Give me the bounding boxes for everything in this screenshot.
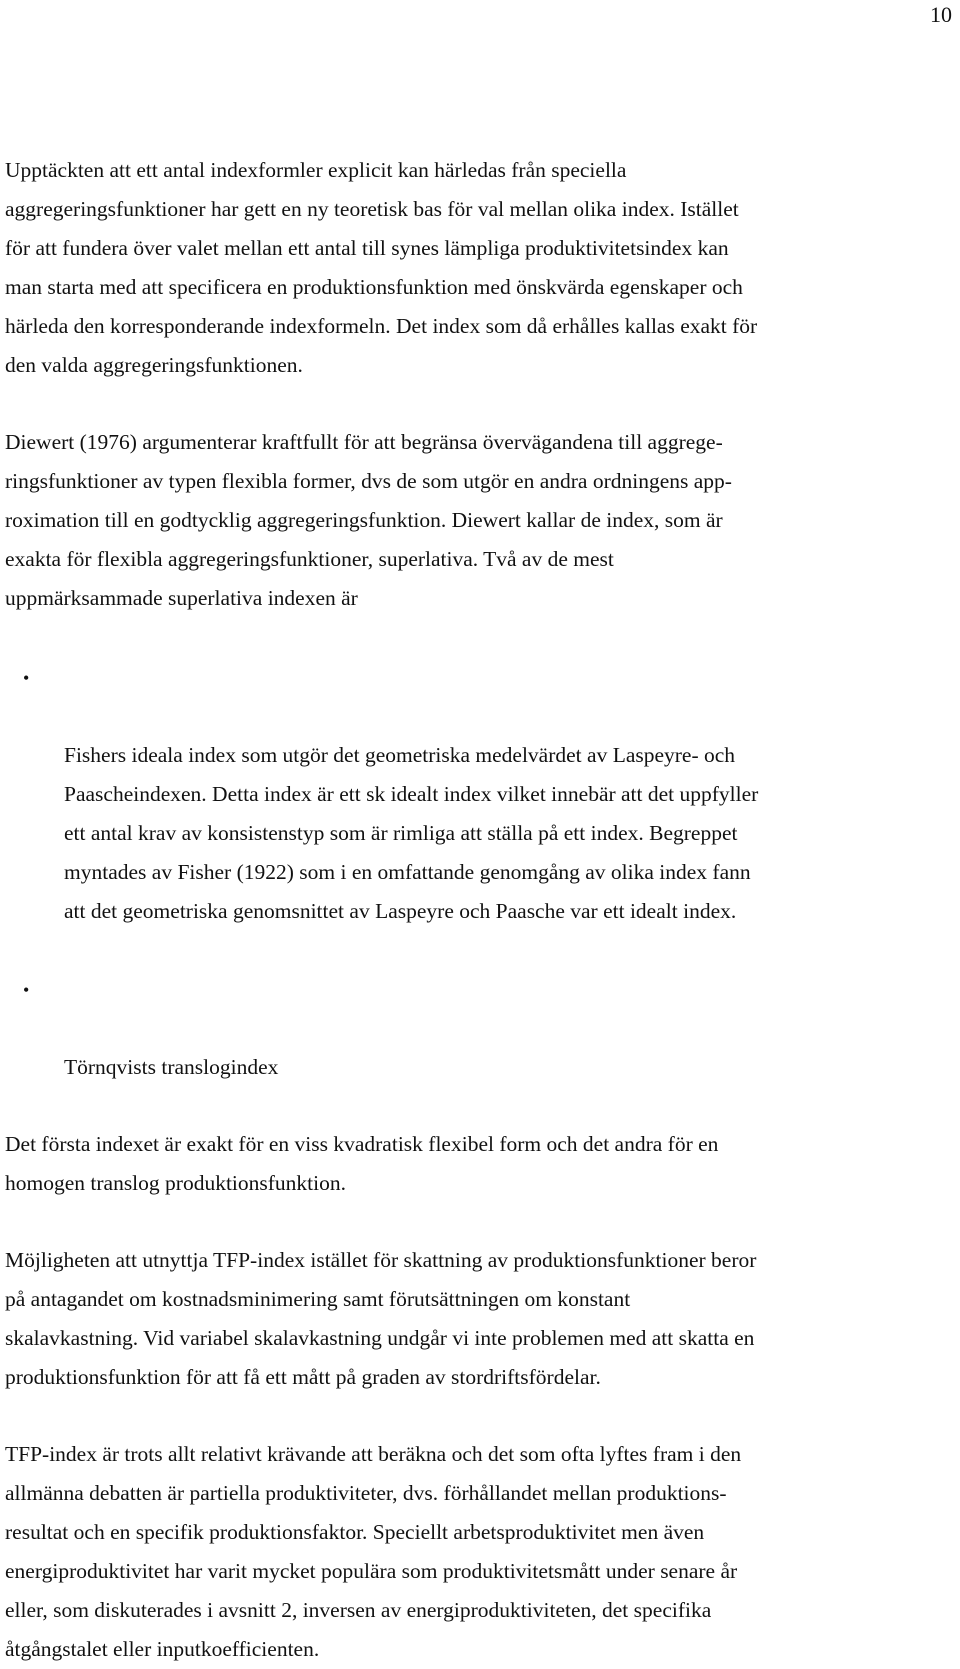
superlative-index-list: [5, 658, 953, 1087]
bullet-icon: •: [23, 668, 30, 688]
list-item-tornqvist-index-text: Törnqvists translogindex: [64, 1055, 279, 1079]
list-item-fisher-index-text: Fishers ideala index som utgör det geometriska medelvärdet av Laspeyre- och Paascheindexen. Detta index är ett sk idealt index vilket innebär att det uppfyller ett antal krav av konsistenstyp som är rimliga att ställa på ett index. Begreppet myntades av Fisher (1922) som i en omfattande genomgång av olika index fann att det geometriska genomsnittet av Laspeyre och Paasche var ett idealt index.: [64, 743, 759, 923]
page-number: 10: [930, 2, 952, 27]
paragraph-diewert: Diewert (1976) argumenterar kraftfullt för att begränsa övervägandena till aggrege- ringsfunktioner av typen flexibla former, dvs de som utgör en andra ordningens app- roximation till en godtycklig aggregeringsfunktion. Diewert kallar de index, som är exakta för flexibla aggregeringsfunktioner, superlativa. Två av de mest uppmärksammade superlativa indexen är: [5, 430, 732, 610]
paragraph-index-exactness: Det första indexet är exakt för en viss kvadratisk flexibel form och det andra för en homogen translog produktionsfunktion.: [5, 1132, 719, 1195]
paragraph-exact-indexes: Upptäckten att ett antal indexformler explicit kan härledas från speciella aggregeringsfunktioner har gett en ny teoretisk bas för val mellan olika index. Istället för att fundera över valet mellan ett antal till synes lämpliga produktivitetsindex kan man starta med att specificera en produktionsfunktion med önskvärda egenskaper och härleda den korresponderande indexformeln. Det index som då erhålles kallas exakt för den valda aggregeringsfunktionen.: [5, 158, 758, 377]
list-item-fisher-index: [5, 658, 953, 931]
list-item-tornqvist-index: [5, 970, 953, 1087]
paragraph-partial-productivity: TFP-index är trots allt relativt krävande att beräkna och det som ofta lyftes fram i den allmänna debatten är partiella produktiviteter, dvs. förhållandet mellan produktions- resultat och en specifik produktionsfaktor. Speciellt arbetsproduktivitet men även energiproduktivitet har varit mycket populära som produktivitetsmått under senare år eller, som diskuterades i avsnitt 2, inversen av energiproduktiviteten, det specifika åtgångstalet eller inputkoefficienten.: [5, 1442, 742, 1661]
paragraph-tfp-assumptions: Möjligheten att utnyttja TFP-index istället för skattning av produktionsfunktioner beror på antagandet om kostnadsminimering samt förutsättningen om konstant skalavkastning. Vid variabel skalavkastning undgår vi inte problemen med att skatta en produktionsfunktion för att få ett mått på graden av stordriftsfördelar.: [5, 1248, 757, 1389]
bullet-icon: •: [23, 980, 30, 1000]
document-body: [5, 151, 953, 1669]
